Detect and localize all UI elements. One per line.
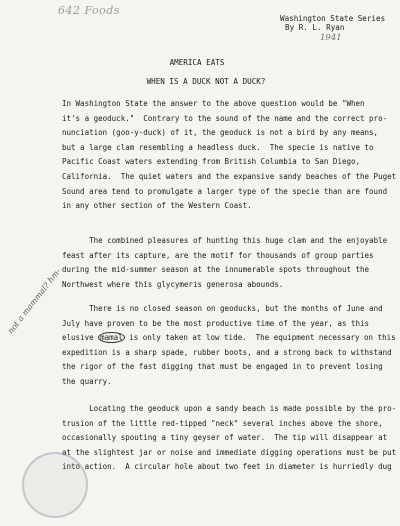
- header-block: [280, 14, 385, 43]
- series-line: Washington State Series: [280, 14, 386, 23]
- paragraph-4: Locating the geoduck upon a sandy beach is made possible by the pro- trusion of the little red-tipped "neck" several inches above the shore, occasionally spouting a tiny geyser of water. The tip will disappear at at the slightest jar or noise and immediate digging operations must be put into action. A circular hole about two feet in diameter is hurriedly dug: [62, 404, 397, 472]
- author-line: By R. L. Ryan: [285, 23, 345, 32]
- paragraph-3: There is no closed season on geoducks, but the months of June and July have proven to be the most productive time of the year, as this elusive mamal is only taken at low tide. The equipment necessary on this expedition is a sharp spade, rubber boots, and a strong back to withstand the rigor of the fast digging that must be engaged in to prevent losing the quarry.: [62, 304, 396, 386]
- paragraph-1: In Washington State the answer to the above question would be "When it's a geoduck." Contrary to the sound of the name and the correct pro- nunciation (goo-y-duck) of it, the geoduck is not a bird by any means, but a large clam resembling a headless duck. The specie is native to Pacific Coast waters extending from British Columbia to San Diego, California. The quiet waters and the expansive sandy beaches of the Puget Sound area tend to promulgate a larger type of the specie than are found in any other section of the Western Coast.: [62, 99, 397, 211]
- paragraph-2: The combined pleasures of hunting this huge clam and the enjoyable feast after its capture, are the motif for thousands of group parties during the mid-summer season at the innumerable spots throughout the Northwest where this glycymeris generosa abounds.: [62, 236, 388, 289]
- margin-annotation: not a mammal? hm-: [6, 266, 63, 336]
- year-annotation: 1941: [320, 33, 342, 43]
- circled-word: mamal: [100, 333, 123, 343]
- pencil-annotation-top: 642 Foods: [58, 4, 120, 17]
- document-title: AMERICA EATS: [169, 58, 225, 67]
- archive-stamp: [22, 452, 88, 518]
- document-subtitle: WHEN IS A DUCK NOT A DUCK?: [146, 77, 266, 86]
